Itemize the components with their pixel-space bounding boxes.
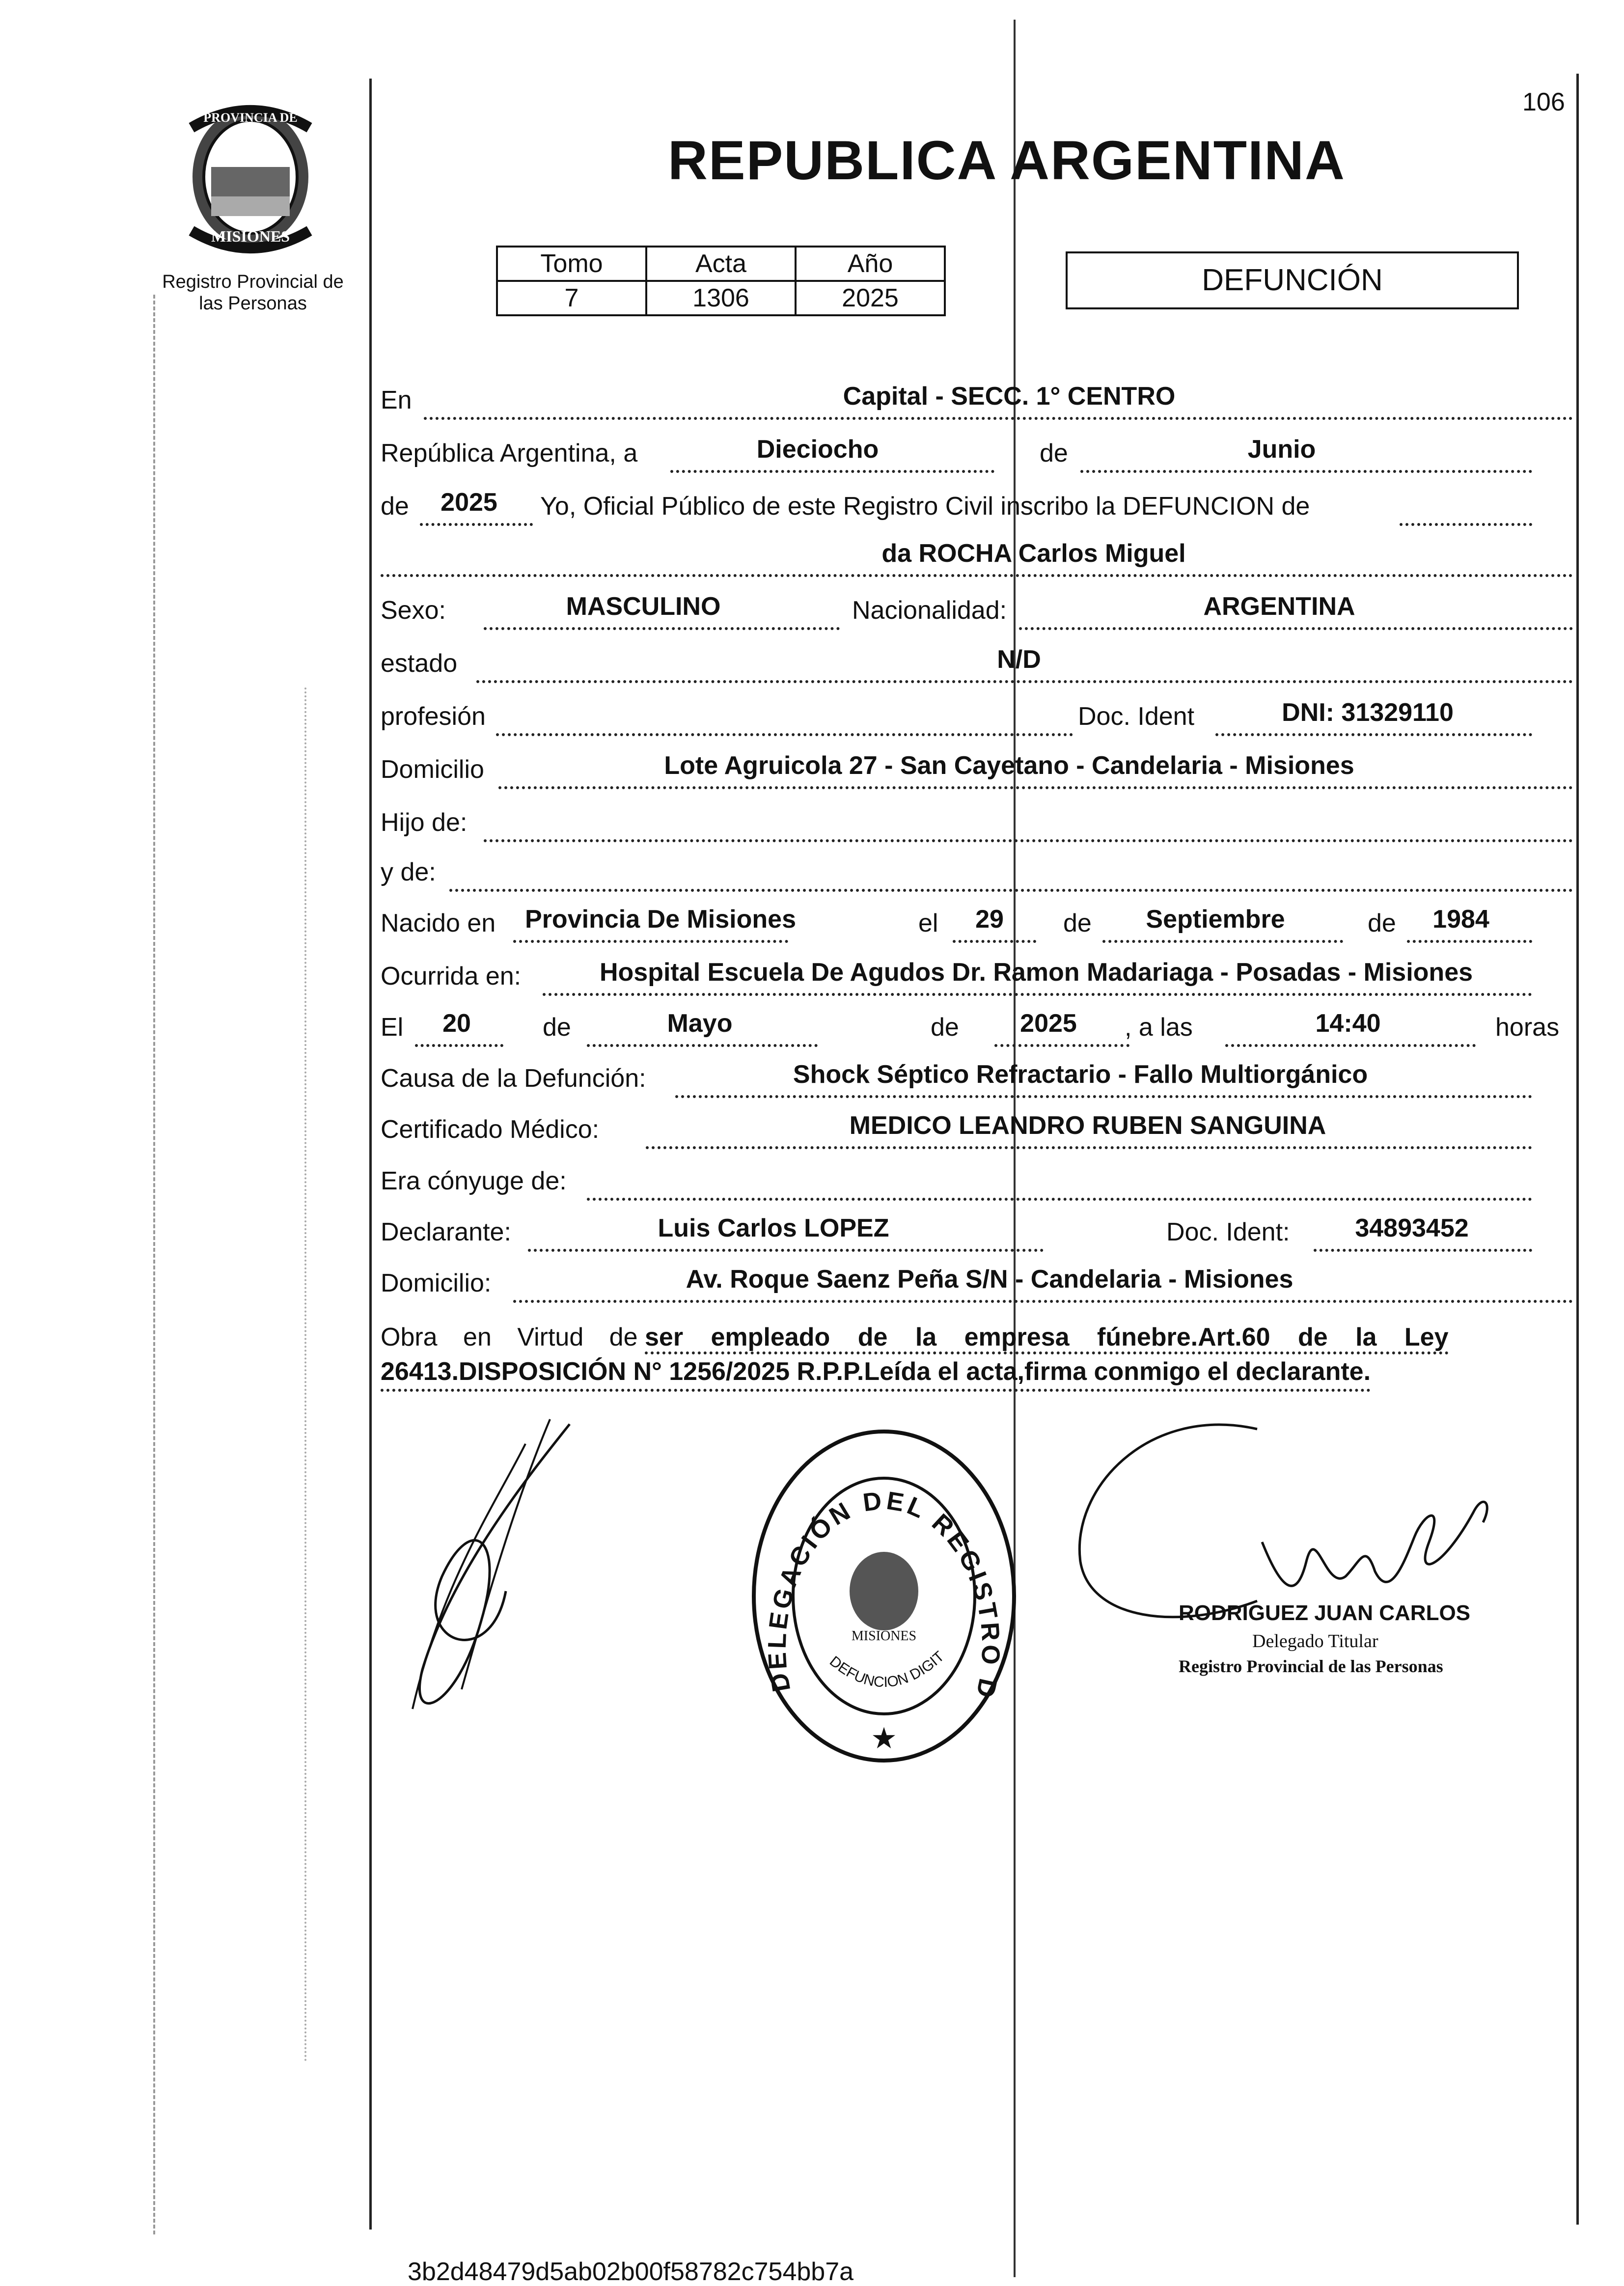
label-nacionalidad: Nacionalidad:	[852, 596, 1007, 625]
stamp-outer-text: DELEGACIÓN DEL REGISTRO D	[763, 1486, 1005, 1703]
obra-prefix: Obra en Virtud de	[381, 1323, 638, 1351]
seal-bottom-text: MISIONES	[211, 227, 290, 245]
label-domicilio: Domicilio	[381, 755, 484, 784]
value-declarante-doc: 34893452	[1355, 1214, 1469, 1242]
value-certificado: MEDICO LEANDRO RUBEN SANGUINA	[849, 1111, 1326, 1140]
table-header-anio: Año	[796, 247, 945, 281]
value-ocurrida: Hospital Escuela De Agudos Dr. Ramon Madariaga - Posadas - Misiones	[599, 958, 1473, 987]
right-margin-rule	[1576, 74, 1579, 2225]
registry-table-value-row	[497, 281, 945, 315]
registry-table-header-row	[497, 247, 945, 281]
table-value-anio: 2025	[796, 281, 945, 315]
table-value-tomo: 7	[497, 281, 646, 315]
row-el-fecha	[381, 1009, 1573, 1047]
row-ocurrida	[381, 958, 1573, 996]
label-year-text: Yo, Oficial Público de este Registro Civil inscribo la DEFUNCION de	[540, 492, 1310, 521]
record-type-label: DEFUNCIÓN	[1202, 263, 1383, 297]
label-sexo: Sexo:	[381, 596, 446, 625]
obra-line1	[381, 1320, 1573, 1354]
row-profesion	[381, 698, 1573, 736]
label-nacido: Nacido en	[381, 909, 496, 937]
row-hijo	[381, 808, 1573, 842]
row-nombre	[381, 539, 1573, 577]
obra-line2: 26413.DISPOSICIÓN N° 1256/2025 R.P.P.Leída el acta,firma conmigo el declarante.	[381, 1354, 1371, 1392]
obra-paragraph	[381, 1320, 1573, 1392]
label-fecha: República Argentina, a	[381, 439, 638, 468]
label-el-de2: de	[931, 1013, 959, 1042]
value-causa: Shock Séptico Refractario - Fallo Multiorgánico	[793, 1060, 1368, 1089]
label-year-de: de	[381, 492, 409, 521]
label-estado: estado	[381, 649, 458, 678]
stamp-center-text: MISIONES	[851, 1628, 917, 1644]
scan-edge-dashes-2	[304, 688, 306, 2063]
value-declarante: Luis Carlos LOPEZ	[658, 1214, 889, 1242]
value-nombre: da ROCHA Carlos Miguel	[881, 539, 1186, 568]
row-en	[381, 382, 1573, 420]
obra-line1-value: ser empleado de la empresa fúnebre.Art.60 de la Ley	[645, 1323, 1449, 1354]
label-profesion: profesión	[381, 702, 486, 731]
label-hijo: Hijo de:	[381, 808, 468, 837]
value-nacionalidad: ARGENTINA	[1203, 592, 1355, 621]
label-nacido-el: el	[918, 909, 938, 937]
label-ocurrida: Ocurrida en:	[381, 962, 522, 991]
row-domicilio2	[381, 1265, 1573, 1303]
row-year	[381, 488, 1573, 526]
declarant-signature	[383, 1414, 604, 1748]
registry-name-line1: Registro Provincial de	[162, 272, 344, 292]
document-hash: 3b2d48479d5ab02b00f58782c754bb7a	[408, 2258, 854, 2286]
seal-top-text: PROVINCIA DE	[203, 110, 298, 125]
row-estado	[381, 645, 1573, 683]
value-domicilio: Lote Agruicola 27 - San Cayetano - Candelaria - Misiones	[664, 751, 1354, 780]
value-doc-ident: DNI: 31329110	[1282, 698, 1454, 727]
stamp-star-icon: ★	[871, 1722, 897, 1755]
official-name: RODRIGUEZ JUAN CARLOS	[1179, 1601, 1471, 1625]
label-declarante-doc: Doc. Ident:	[1166, 1218, 1290, 1246]
value-el-year: 2025	[1020, 1009, 1077, 1038]
table-header-acta: Acta	[646, 247, 796, 281]
registry-stamp	[746, 1424, 1021, 1768]
value-nacido-day: 29	[975, 905, 1004, 934]
row-nacido	[381, 905, 1573, 943]
scan-edge-dashes	[153, 295, 155, 2234]
row-conyuge	[381, 1166, 1573, 1201]
label-domicilio2: Domicilio:	[381, 1269, 492, 1297]
value-nacido-place: Provincia De Misiones	[525, 905, 796, 934]
value-el-time: 14:40	[1315, 1009, 1381, 1038]
value-estado: N/D	[997, 645, 1041, 674]
label-el: El	[381, 1013, 404, 1042]
row-declarante	[381, 1214, 1573, 1252]
label-declarante: Declarante:	[381, 1218, 511, 1246]
row-certificado	[381, 1111, 1573, 1149]
official-role: Delegado Titular	[1252, 1631, 1378, 1652]
row-causa	[381, 1060, 1573, 1098]
official-signature-block	[1179, 1601, 1562, 1677]
label-fecha-de: de	[1040, 439, 1068, 468]
row-domicilio	[381, 751, 1573, 789]
value-fecha-day: Dieciocho	[756, 435, 879, 464]
value-el-day: 20	[442, 1009, 471, 1038]
registry-name	[147, 271, 358, 314]
label-conyuge: Era cónyuge de:	[381, 1167, 567, 1195]
country-title: REPUBLICA ARGENTINA	[668, 130, 1346, 191]
record-type-box	[1066, 251, 1519, 309]
label-yde: y de:	[381, 858, 436, 886]
label-causa: Causa de la Defunción:	[381, 1064, 646, 1093]
row-fecha	[381, 435, 1573, 473]
label-el-horas: horas	[1495, 1013, 1560, 1042]
value-fecha-month: Junio	[1247, 435, 1316, 464]
value-el-month: Mayo	[667, 1009, 733, 1038]
page-number: 106	[1522, 88, 1565, 116]
value-year: 2025	[440, 488, 497, 517]
label-el-de1: de	[543, 1013, 571, 1042]
row-yde	[381, 857, 1573, 892]
label-nacido-de2: de	[1368, 909, 1396, 937]
registry-table	[496, 246, 946, 316]
value-nacido-year: 1984	[1432, 905, 1489, 934]
value-domicilio2: Av. Roque Saenz Peña S/N - Candelaria - Misiones	[686, 1265, 1294, 1294]
label-doc-ident: Doc. Ident	[1078, 702, 1195, 731]
label-certificado: Certificado Médico:	[381, 1115, 600, 1144]
value-sexo: MASCULINO	[566, 592, 721, 621]
label-nacido-de1: de	[1063, 909, 1092, 937]
left-margin-rule	[369, 79, 372, 2230]
table-header-tomo: Tomo	[497, 247, 646, 281]
official-institution: Registro Provincial de las Personas	[1179, 1656, 1443, 1676]
row-sexo	[381, 592, 1573, 630]
label-el-alas: , a las	[1125, 1013, 1193, 1042]
table-value-acta: 1306	[646, 281, 796, 315]
registry-name-line2: las Personas	[199, 293, 307, 314]
stamp-inner-text: DEFUNCION DIGIT	[826, 1649, 947, 1691]
value-en: Capital - SECC. 1° CENTRO	[843, 382, 1176, 411]
label-en: En	[381, 386, 412, 414]
value-nacido-month: Septiembre	[1146, 905, 1285, 934]
province-seal-logo	[177, 98, 324, 255]
